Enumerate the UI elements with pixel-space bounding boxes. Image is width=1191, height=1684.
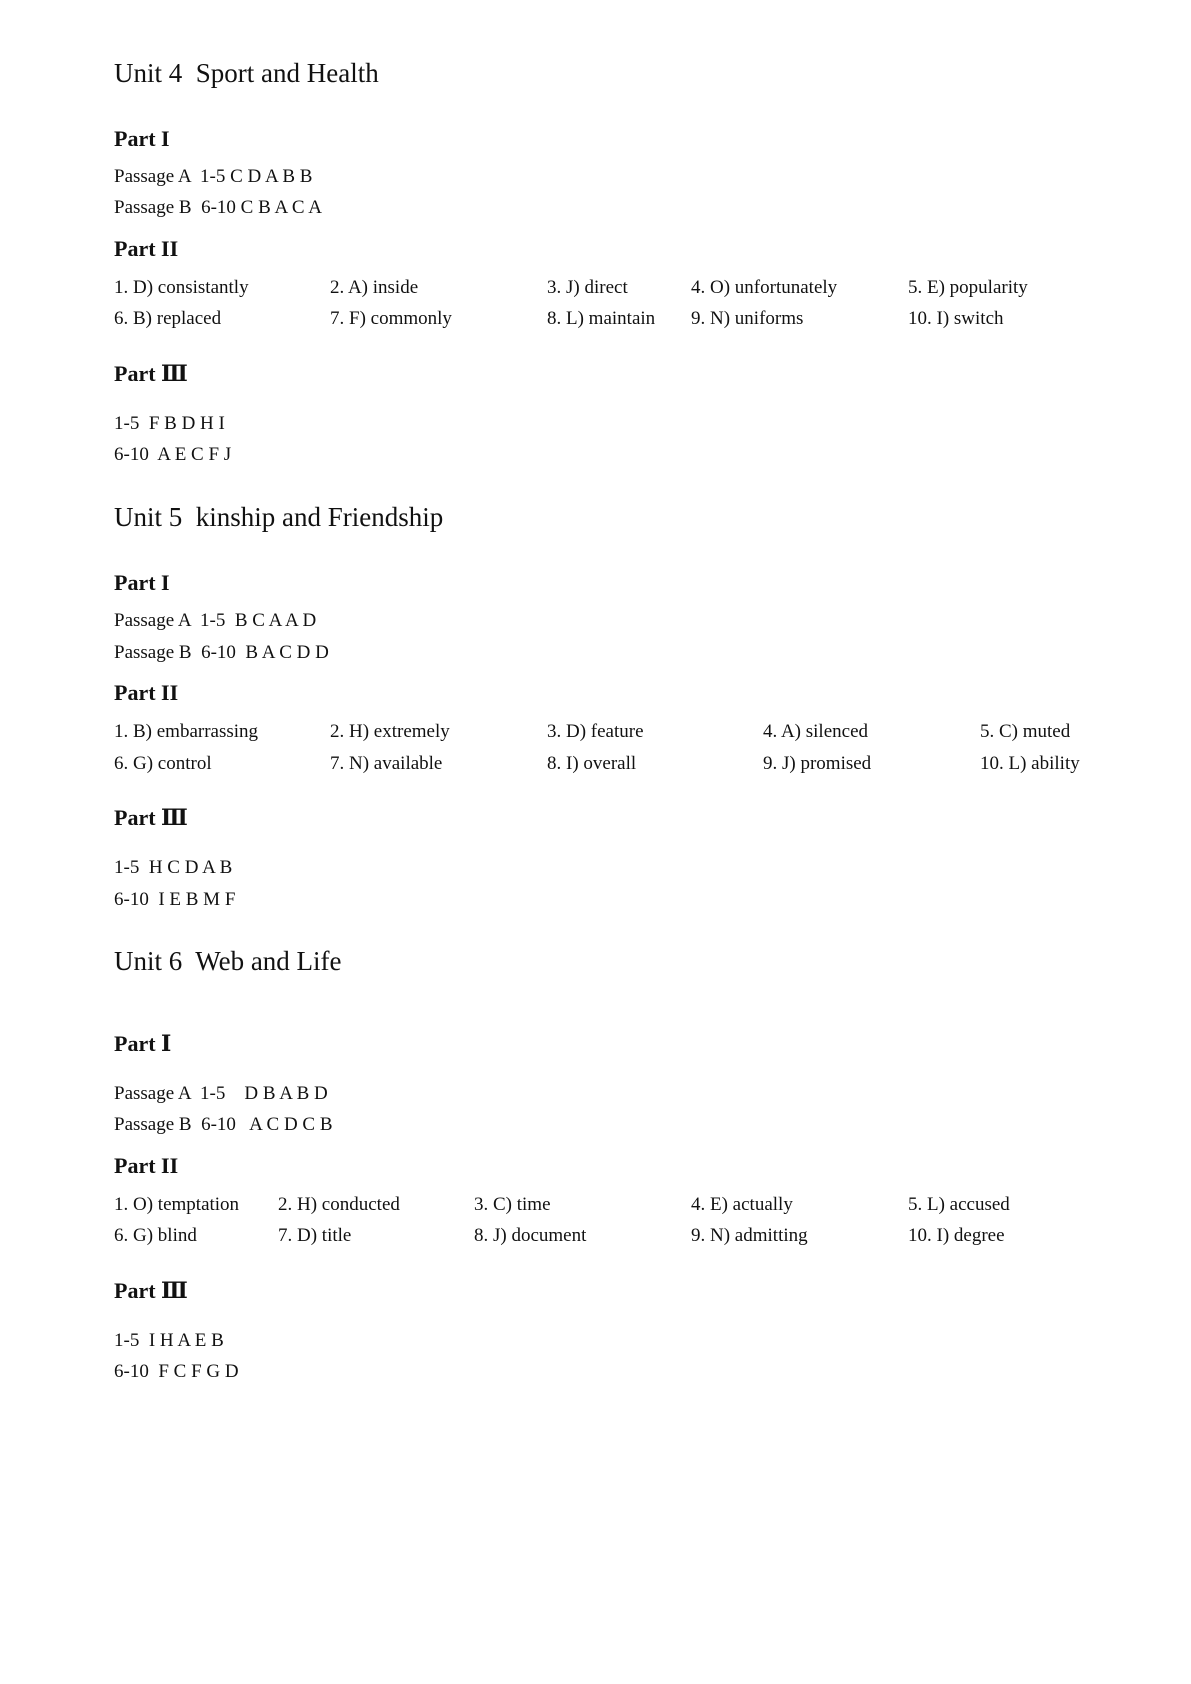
answer-cell: 2. H) conducted	[278, 1194, 400, 1215]
answer-cell: 3. J) direct	[547, 277, 628, 298]
unit-title: Unit 4 Sport and Health	[114, 58, 379, 88]
answer-cell: 8. J) document	[474, 1225, 587, 1246]
answer-cell: 8. L) maintain	[547, 308, 656, 329]
answer-line: 1-5 H C D A B	[114, 857, 233, 878]
answer-cell: 4. A) silenced	[763, 721, 869, 742]
answer-cell: 5. C) muted	[980, 721, 1071, 742]
answer-cell: 7. F) commonly	[330, 308, 452, 329]
answer-cell: 10. I) degree	[908, 1225, 1005, 1246]
part-heading: Part I	[114, 570, 170, 595]
answer-cell: 9. J) promised	[763, 753, 872, 774]
answer-cell: 2. H) extremely	[330, 721, 450, 742]
answer-cell: 6. G) control	[114, 753, 212, 774]
answer-cell: 8. I) overall	[547, 753, 637, 774]
passage-answer-line: Passage B 6-10 C B A C A	[114, 197, 322, 218]
answer-cell: 10. L) ability	[980, 753, 1080, 774]
passage-answer-line: Passage A 1-5 C D A B B	[114, 166, 313, 187]
part-heading: Part Ⅲ	[114, 361, 188, 386]
answer-line: 1-5 I H A E B	[114, 1330, 224, 1351]
part-heading: Part II	[114, 236, 179, 261]
answer-cell: 3. C) time	[474, 1194, 551, 1215]
answer-cell: 7. D) title	[278, 1225, 352, 1246]
answer-cell: 2. A) inside	[330, 277, 419, 298]
answer-cell: 1. O) temptation	[114, 1194, 240, 1215]
answer-cell: 10. I) switch	[908, 308, 1004, 329]
part-heading: Part Ⅰ	[114, 1031, 172, 1056]
passage-answer-line: Passage B 6-10 B A C D D	[114, 642, 329, 663]
answer-line: 6-10 I E B M F	[114, 889, 236, 910]
answer-cell: 1. B) embarrassing	[114, 721, 259, 742]
part-heading: Part II	[114, 680, 179, 705]
part-heading: Part I	[114, 126, 170, 151]
answer-cell: 9. N) admitting	[691, 1225, 808, 1246]
part-heading: Part II	[114, 1153, 179, 1178]
passage-answer-line: Passage A 1-5 B C A A D	[114, 610, 317, 631]
answer-cell: 6. G) blind	[114, 1225, 197, 1246]
answer-cell: 4. O) unfortunately	[691, 277, 838, 298]
answer-line: 6-10 F C F G D	[114, 1361, 239, 1382]
answer-line: 6-10 A E C F J	[114, 444, 232, 465]
unit-title: Unit 6 Web and Life	[114, 946, 342, 976]
part-heading: Part Ⅲ	[114, 805, 188, 830]
answer-line: 1-5 F B D H I	[114, 413, 225, 434]
answer-cell: 4. E) actually	[691, 1194, 793, 1215]
passage-answer-line: Passage A 1-5 D B A B D	[114, 1083, 328, 1104]
answer-cell: 5. E) popularity	[908, 277, 1028, 298]
passage-answer-line: Passage B 6-10 A C D C B	[114, 1114, 333, 1135]
answer-cell: 9. N) uniforms	[691, 308, 804, 329]
answer-cell: 7. N) available	[330, 753, 443, 774]
part-heading: Part Ⅲ	[114, 1278, 188, 1303]
answer-cell: 1. D) consistantly	[114, 277, 249, 298]
unit-title: Unit 5 kinship and Friendship	[114, 502, 444, 532]
answer-cell: 3. D) feature	[547, 721, 644, 742]
answer-cell: 6. B) replaced	[114, 308, 222, 329]
answer-cell: 5. L) accused	[908, 1194, 1010, 1215]
